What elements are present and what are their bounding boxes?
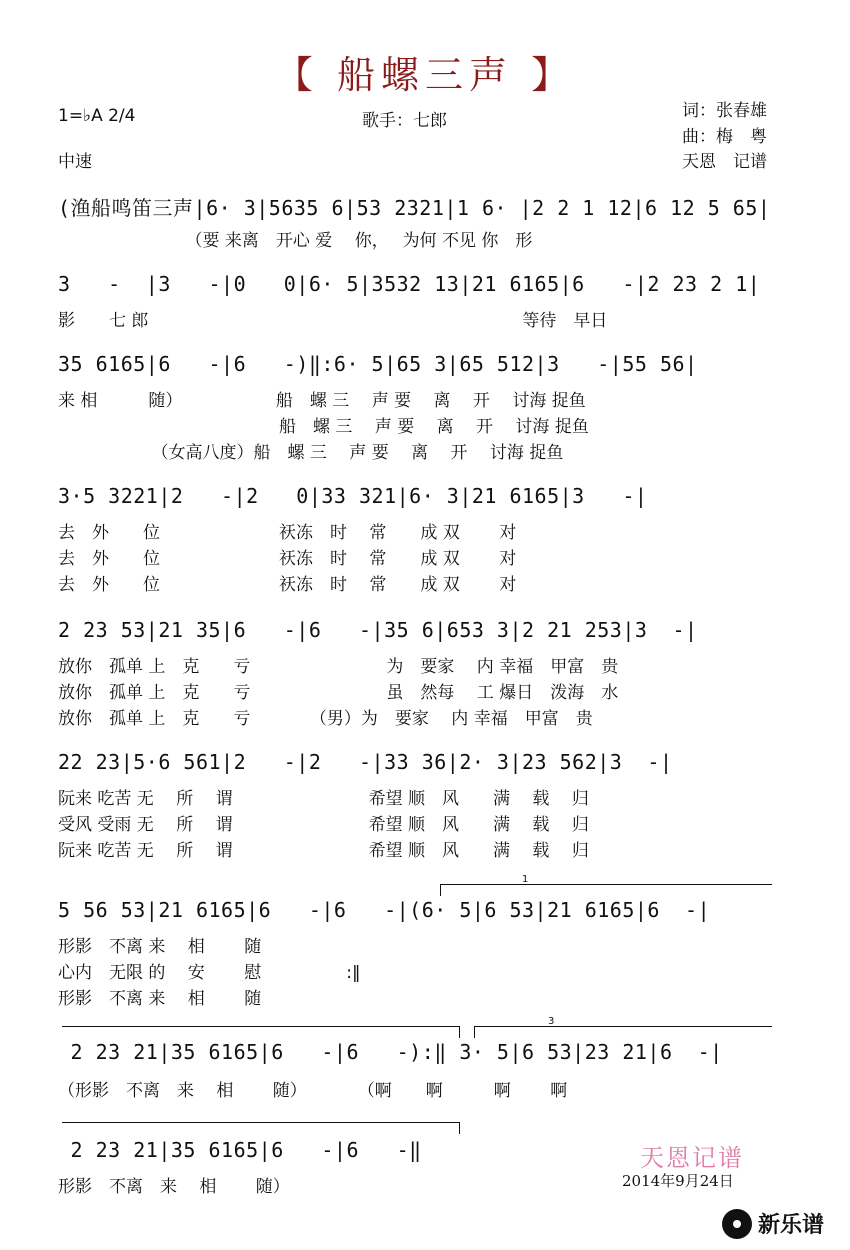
composer: 曲：梅 粤 bbox=[682, 127, 767, 147]
lyric-line-7-1: 形影 不离 来 相 随 bbox=[58, 937, 262, 957]
tempo: 中速 bbox=[58, 152, 92, 172]
notation-line-8: 2 23 21|35 6165|6 -|6 -):‖ 3· 5|6 53|23 21|6 -| bbox=[58, 1040, 723, 1064]
lyric-line-6-3: 阮来 吃苦 无 所 谓 希望 顺 风 满 载 归 bbox=[58, 841, 589, 861]
lyric-line-4-2: 去 外 位 祆冻 时 常 成 双 对 bbox=[58, 549, 517, 569]
volta-1-edge bbox=[440, 884, 441, 896]
key-signature: 1=♭A 2/4 bbox=[58, 106, 136, 126]
volta-2-edge bbox=[459, 1026, 460, 1038]
notation-line-2: 3 - |3 -|0 0|6· 5|3532 13|21 6165|6 -|2 23 2 1| bbox=[58, 272, 761, 296]
lyric-line-3-2: 船 螺 三 声 要 离 开 讨海 捉鱼 bbox=[58, 417, 589, 437]
lyric-line-9-1: 形影 不离 来 相 随） bbox=[58, 1177, 290, 1197]
volta-1-bracket bbox=[440, 884, 772, 885]
lyric-line-3-1: 来 相 随） 船 螺 三 声 要 离 开 讨海 捉鱼 bbox=[58, 391, 586, 411]
notation-line-3: 35 6165|6 -|6 -)‖:6· 5|65 3|65 512|3 -|55 56| bbox=[58, 352, 698, 376]
notation-line-5: 2 23 53|21 35|6 -|6 -|35 6|653 3|2 21 253|3 -| bbox=[58, 618, 698, 642]
volta-2-bracket bbox=[62, 1026, 460, 1027]
volta-1-number: 1 bbox=[522, 874, 529, 885]
lyric-line-4-3: 去 外 位 祆冻 时 常 成 双 对 bbox=[58, 575, 517, 595]
record-disc-icon bbox=[722, 1209, 752, 1239]
notation-line-9: 2 23 21|35 6165|6 -|6 -‖ bbox=[58, 1138, 422, 1162]
singer: 歌手：七郎 bbox=[362, 111, 447, 131]
lyric-line-5-2: 放你 孤单 上 克 亏 虽 然每 工 爆日 泼海 水 bbox=[58, 683, 619, 703]
notation-line-1: (渔船鸣笛三声|6· 3|5635 6|53 2321|1 6· |2 2 1 12|6 12 5 65| bbox=[58, 196, 771, 220]
volta-4-bracket bbox=[62, 1122, 460, 1123]
lyric-line-6-1: 阮来 吃苦 无 所 谓 希望 顺 风 满 载 归 bbox=[58, 789, 589, 809]
lyric-line-7-2: 心内 无限 的 安 慰 :‖ bbox=[58, 963, 361, 983]
transcription-date: 2014年9月24日 bbox=[622, 1172, 734, 1190]
lyric-line-5-1: 放你 孤单 上 克 亏 为 要家 内 幸福 甲富 贵 bbox=[58, 657, 619, 677]
notation-line-6: 22 23|5·6 561|2 -|2 -|33 36|2· 3|23 562|3 -| bbox=[58, 750, 673, 774]
lyric-line-1-1: （要 来离 开心 爱 你， 为何 不见 你 形 bbox=[58, 231, 533, 251]
lyric-line-7-3: 形影 不离 来 相 随 bbox=[58, 989, 262, 1009]
site-logo-text: 新乐谱 bbox=[758, 1213, 825, 1238]
volta-3-number: 3 bbox=[548, 1016, 555, 1027]
lyric-line-5-3: 放你 孤单 上 克 亏 （男）为 要家 内 幸福 甲富 贵 bbox=[58, 709, 593, 729]
lyric-line-6-2: 受风 受雨 无 所 谓 希望 顺 风 满 载 归 bbox=[58, 815, 589, 835]
volta-3-edge bbox=[474, 1026, 475, 1038]
transcriber: 天恩 记谱 bbox=[682, 152, 767, 172]
song-title: 【 船螺三声 】 bbox=[274, 53, 576, 97]
site-logo bbox=[722, 1208, 824, 1239]
lyric-line-3-3: （女高八度）船 螺 三 声 要 离 开 讨海 捉鱼 bbox=[58, 443, 564, 463]
notation-line-4: 3·5 3221|2 -|2 0|33 321|6· 3|21 6165|3 -| bbox=[58, 484, 648, 508]
lyric-line-2-1: 影 七 郎 等待 早日 bbox=[58, 311, 608, 331]
lyricist: 词：张春雄 bbox=[682, 101, 767, 121]
volta-3-bracket bbox=[474, 1026, 772, 1027]
volta-4-edge bbox=[459, 1122, 460, 1134]
lyric-line-4-1: 去 外 位 祆冻 时 常 成 双 对 bbox=[58, 523, 517, 543]
notation-line-7: 5 56 53|21 6165|6 -|6 -|(6· 5|6 53|21 6165|6 -| bbox=[58, 898, 711, 922]
lyric-line-8-1: （形影 不离 来 相 随） （啊 啊 啊 啊 bbox=[58, 1081, 568, 1101]
transcriber-stamp: 天恩记谱 bbox=[640, 1144, 744, 1172]
